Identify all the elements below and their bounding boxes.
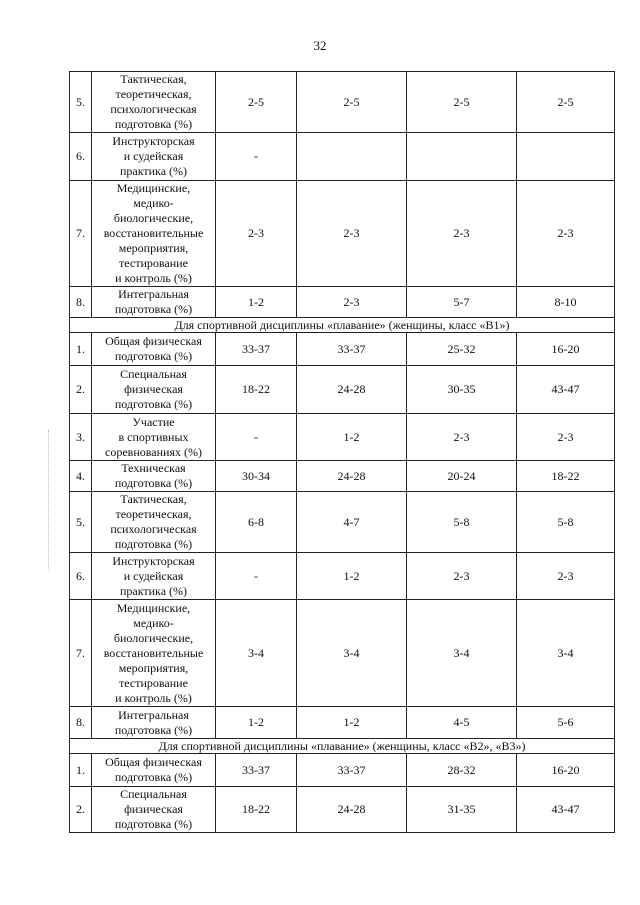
stage-value-cell: 3-4 (517, 600, 615, 707)
stage-value-cell: 2-3 (517, 553, 615, 600)
training-type-label: Медицинские, медико- биологические, восстановительные мероприятия, тестирование и контроль (%) (92, 600, 216, 707)
stage-value-cell (297, 133, 407, 181)
stage-value-cell: 2-5 (517, 72, 615, 133)
row-number: 1. (70, 754, 92, 787)
stage-value-cell: 24-28 (297, 461, 407, 492)
table-row (70, 366, 615, 414)
training-type-label: Интегральная подготовка (%) (92, 707, 216, 739)
stage-value-cell: 3-4 (297, 600, 407, 707)
stage-value-cell: 24-28 (297, 366, 407, 414)
stage-value-cell: 1-2 (216, 707, 297, 739)
stage-value-cell: 2-3 (407, 181, 517, 287)
stage-value-cell: 16-20 (517, 754, 615, 787)
training-type-label: Техническая подготовка (%) (92, 461, 216, 492)
row-number: 2. (70, 366, 92, 414)
stage-value-cell: 25-32 (407, 333, 517, 366)
stage-value-cell: 2-5 (216, 72, 297, 133)
table-row (70, 287, 615, 318)
stage-value-cell: 4-7 (297, 492, 407, 553)
stage-value-cell: - (216, 414, 297, 461)
stage-value-cell: - (216, 133, 297, 181)
row-number: 2. (70, 787, 92, 833)
table-row (70, 414, 615, 461)
row-number: 8. (70, 707, 92, 739)
stage-value-cell: 20-24 (407, 461, 517, 492)
training-type-label: Участие в спортивных соревнованиях (%) (92, 414, 216, 461)
stage-value-cell: 18-22 (216, 366, 297, 414)
table-row (70, 133, 615, 181)
table-body (70, 72, 615, 833)
table-row (70, 492, 615, 553)
stage-value-cell: 3-4 (216, 600, 297, 707)
page-number: 32 (313, 38, 327, 53)
stage-value-cell: 5-7 (407, 287, 517, 318)
row-number: 7. (70, 600, 92, 707)
stage-value-cell: 16-20 (517, 333, 615, 366)
stage-value-cell: 18-22 (216, 787, 297, 833)
stage-value-cell (407, 133, 517, 181)
stage-value-cell: 2-3 (297, 287, 407, 318)
stage-value-cell: 33-37 (216, 754, 297, 787)
row-number: 8. (70, 287, 92, 318)
training-type-label: Инструкторская и судейская практика (%) (92, 133, 216, 181)
stage-value-cell: 30-34 (216, 461, 297, 492)
row-number: 5. (70, 492, 92, 553)
row-number: 6. (70, 553, 92, 600)
stage-value-cell: 1-2 (297, 553, 407, 600)
stage-value-cell: 4-5 (407, 707, 517, 739)
stage-value-cell: 24-28 (297, 787, 407, 833)
stage-value-cell (517, 133, 615, 181)
row-number: 6. (70, 133, 92, 181)
row-number: 1. (70, 333, 92, 366)
stage-value-cell: 5-8 (407, 492, 517, 553)
section-title: Для спортивной дисциплины «плавание» (женщины, класс «В2», «В3») (70, 739, 615, 754)
stage-value-cell: 33-37 (297, 333, 407, 366)
table-row (70, 333, 615, 366)
table-row (70, 553, 615, 600)
table-row (70, 181, 615, 287)
training-type-label: Тактическая, теоретическая, психологическая подготовка (%) (92, 492, 216, 553)
stage-value-cell: 2-3 (407, 553, 517, 600)
table-row (70, 754, 615, 787)
stage-value-cell: 2-5 (297, 72, 407, 133)
stage-value-cell: 2-5 (407, 72, 517, 133)
training-type-label: Специальная физическая подготовка (%) (92, 366, 216, 414)
stage-value-cell: 30-35 (407, 366, 517, 414)
training-type-label: Специальная физическая подготовка (%) (92, 787, 216, 833)
stage-value-cell: - (216, 553, 297, 600)
stage-value-cell: 33-37 (297, 754, 407, 787)
section-header-row (70, 318, 615, 333)
training-type-label: Интегральная подготовка (%) (92, 287, 216, 318)
row-number: 7. (70, 181, 92, 287)
training-type-label: Общая физическая подготовка (%) (92, 754, 216, 787)
scan-margin-mark (48, 430, 50, 570)
table-row (70, 787, 615, 833)
table-row (70, 72, 615, 133)
stage-value-cell: 2-3 (407, 414, 517, 461)
table-row (70, 707, 615, 739)
stage-value-cell: 2-3 (216, 181, 297, 287)
stage-value-cell: 31-35 (407, 787, 517, 833)
stage-value-cell: 43-47 (517, 366, 615, 414)
training-norms-table (69, 71, 615, 833)
training-type-label: Медицинские, медико- биологические, восстановительные мероприятия, тестирование и контроль (%) (92, 181, 216, 287)
stage-value-cell: 1-2 (297, 707, 407, 739)
stage-value-cell: 3-4 (407, 600, 517, 707)
stage-value-cell: 2-3 (517, 414, 615, 461)
row-number: 3. (70, 414, 92, 461)
stage-value-cell: 2-3 (517, 181, 615, 287)
table-row (70, 600, 615, 707)
stage-value-cell: 2-3 (297, 181, 407, 287)
training-type-label: Инструкторская и судейская практика (%) (92, 553, 216, 600)
section-header-row (70, 739, 615, 754)
stage-value-cell: 1-2 (216, 287, 297, 318)
table-row (70, 461, 615, 492)
stage-value-cell: 6-8 (216, 492, 297, 553)
training-type-label: Тактическая, теоретическая, психологическая подготовка (%) (92, 72, 216, 133)
stage-value-cell: 5-8 (517, 492, 615, 553)
stage-value-cell: 43-47 (517, 787, 615, 833)
stage-value-cell: 1-2 (297, 414, 407, 461)
stage-value-cell: 8-10 (517, 287, 615, 318)
training-type-label: Общая физическая подготовка (%) (92, 333, 216, 366)
stage-value-cell: 18-22 (517, 461, 615, 492)
section-title: Для спортивной дисциплины «плавание» (женщины, класс «В1») (70, 318, 615, 333)
stage-value-cell: 5-6 (517, 707, 615, 739)
row-number: 4. (70, 461, 92, 492)
stage-value-cell: 28-32 (407, 754, 517, 787)
row-number: 5. (70, 72, 92, 133)
stage-value-cell: 33-37 (216, 333, 297, 366)
